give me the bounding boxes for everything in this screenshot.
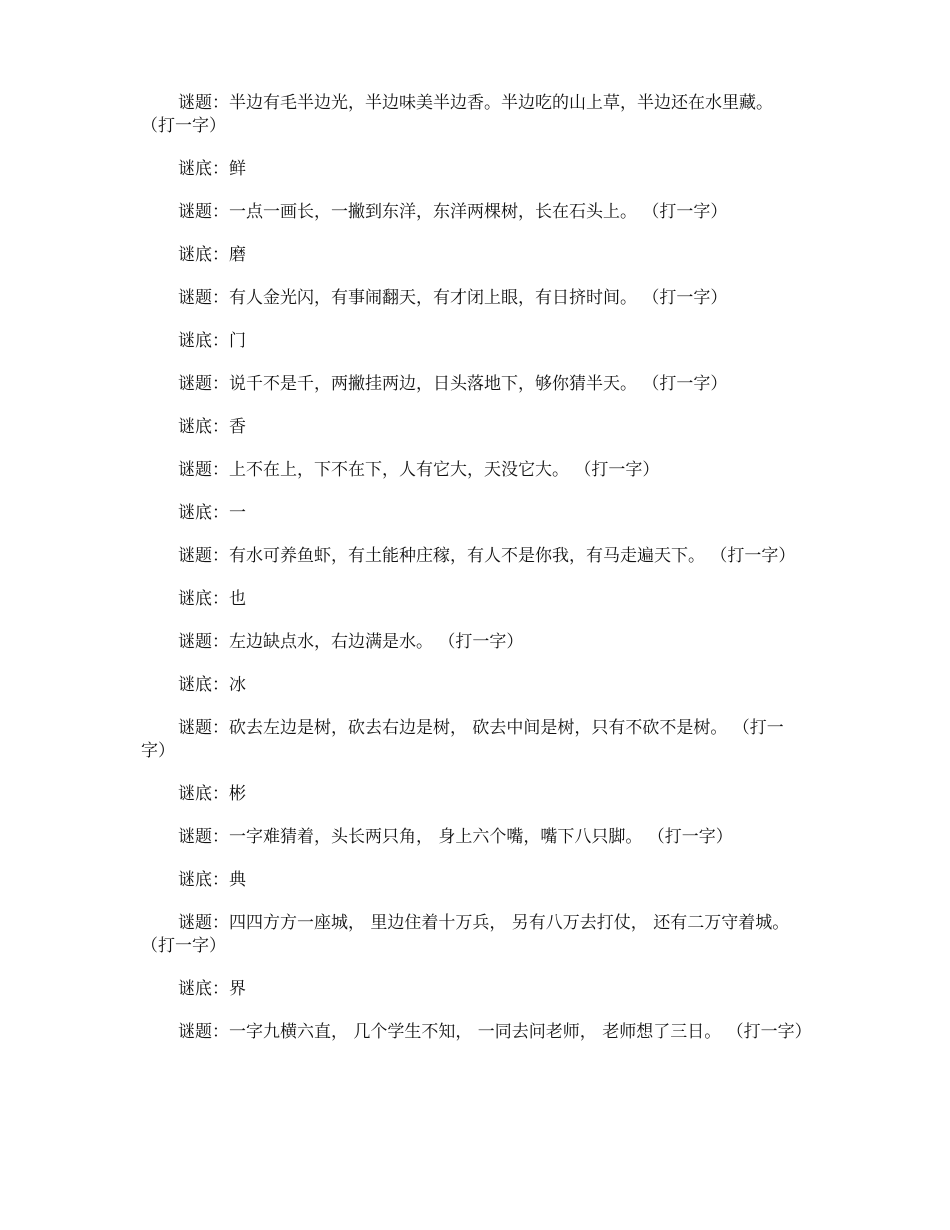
riddle-answer: 谜底：也 bbox=[178, 589, 246, 609]
riddle-answer: 谜底：典 bbox=[178, 870, 246, 890]
riddle-question: 谜题：四四方方一座城， 里边住着十万兵， 另有八万去打仗， 还有二万守着城。 （打一字） bbox=[141, 913, 795, 956]
riddle-question: 谜题：上不在上，下不在下，人有它大，天没它大。 （打一字） bbox=[178, 460, 660, 480]
riddle-answer: 谜底：界 bbox=[178, 979, 246, 999]
riddle-answer: 谜底：香 bbox=[178, 417, 246, 437]
riddle-question: 谜题：一字难猜着，头长两只角， 身上六个嘴，嘴下八只脚。 （打一字） bbox=[178, 827, 733, 847]
riddle-answer: 谜底：冰 bbox=[178, 675, 246, 695]
riddle-question: 谜题：半边有毛半边光，半边味美半边香。半边吃的山上草，半边还在水里藏。 （打一字） bbox=[141, 93, 779, 136]
riddle-question: 谜题：有水可养鱼虾，有土能种庄稼，有人不是你我，有马走遍天下。 （打一字） bbox=[178, 546, 796, 566]
riddle-question: 谜题：说千不是千，两撇挂两边，日头落地下，够你猜半天。 （打一字） bbox=[178, 374, 728, 394]
riddle-question: 谜题：一点一画长，一撇到东洋，东洋两棵树，长在石头上。 （打一字） bbox=[178, 202, 728, 222]
riddle-answer: 谜底：磨 bbox=[178, 245, 246, 265]
document-page bbox=[141, 92, 812, 1064]
riddle-answer: 谜底：一 bbox=[178, 503, 246, 523]
riddle-answer: 谜底：彬 bbox=[178, 784, 246, 804]
riddle-question: 谜题：砍去左边是树，砍去右边是树， 砍去中间是树，只有不砍不是树。 （打一字） bbox=[141, 718, 784, 761]
riddle-question: 谜题：一字九横六直， 几个学生不知， 一同去问老师， 老师想了三日。 （打一字） bbox=[178, 1022, 812, 1042]
riddle-question: 谜题：左边缺点水，右边满是水。 （打一字） bbox=[178, 632, 524, 652]
riddle-question: 谜题：有人金光闪，有事闹翻天，有才闭上眼，有日挤时间。 （打一字） bbox=[178, 288, 728, 308]
riddle-answer: 谜底：门 bbox=[178, 331, 246, 351]
riddle-answer: 谜底：鲜 bbox=[178, 159, 246, 179]
